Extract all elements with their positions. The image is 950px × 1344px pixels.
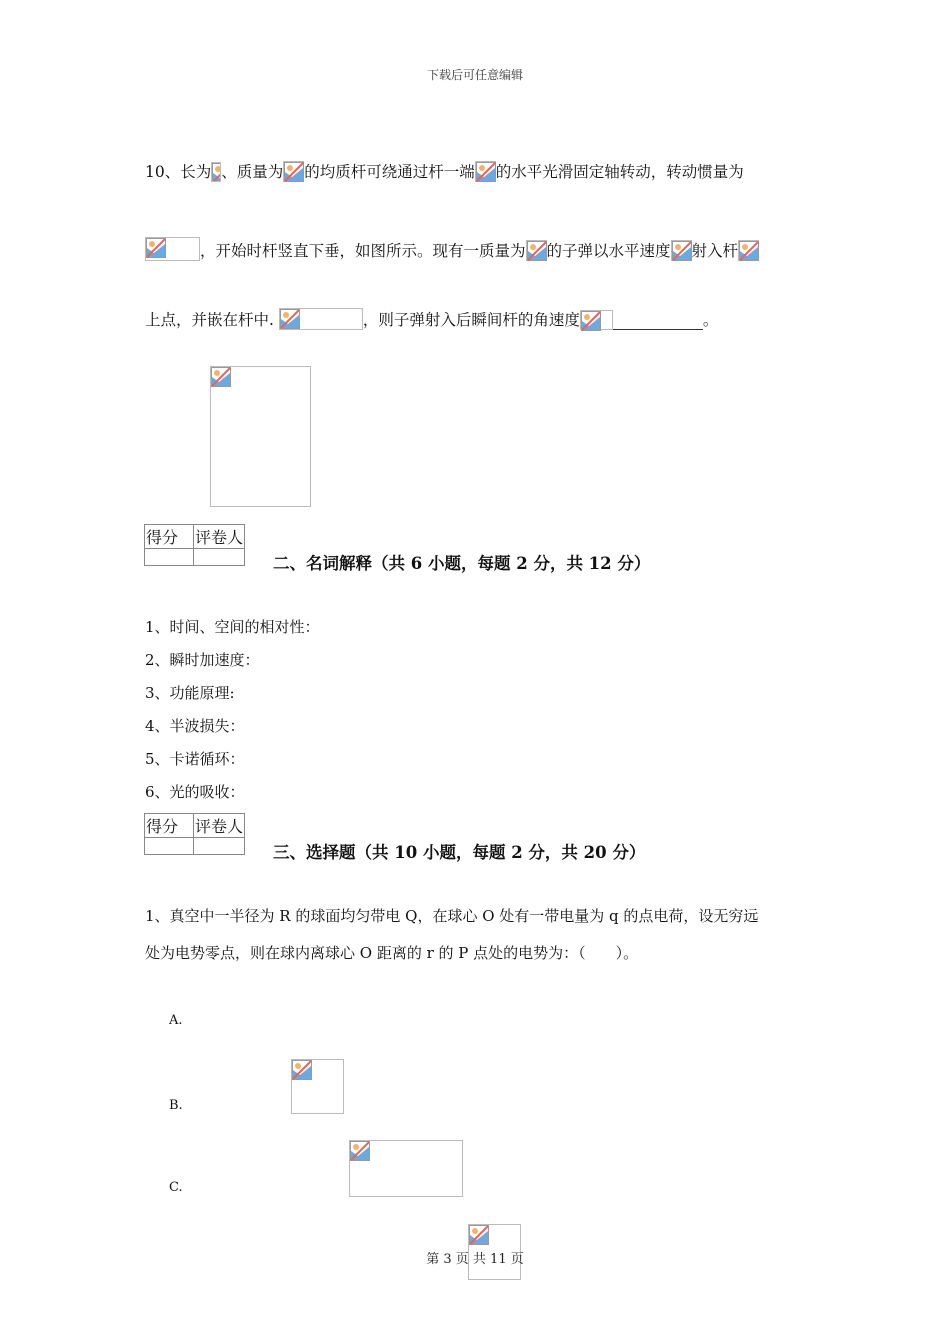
- grader-cell[interactable]: [194, 838, 245, 855]
- option-b-label[interactable]: B.: [169, 1098, 183, 1113]
- page-header: 下载后可任意编辑: [426, 68, 523, 82]
- broken-image-icon: [469, 1225, 489, 1245]
- broken-image-icon: [350, 1141, 370, 1161]
- score-cell[interactable]: [145, 838, 194, 855]
- score-table: [144, 524, 245, 566]
- list-item: 3、功能原理:: [145, 684, 235, 702]
- broken-image-icon: [738, 240, 759, 261]
- broken-image-icon: [292, 1060, 312, 1080]
- option-a-label[interactable]: A.: [169, 1013, 183, 1028]
- list-item: 4、半波损失：: [145, 717, 245, 735]
- q10-text-5: ，开始时杆竖直下垂，如图所示。现有一质量为: [200, 242, 526, 260]
- broken-image-icon: [145, 237, 200, 261]
- broken-image-icon: [279, 308, 363, 330]
- q10-text-3: 的均质杆可绕通过杆一端: [304, 163, 475, 181]
- broken-image-icon: [526, 240, 547, 261]
- question-10-line-2: [145, 237, 759, 261]
- q10-text-9: ，则子弹射入后瞬间杆的角速度: [362, 311, 580, 329]
- q10-text-1: 10、长为: [145, 163, 212, 181]
- question-10-line-1: [145, 160, 744, 182]
- broken-image-icon: [580, 310, 613, 330]
- list-item: 2、瞬时加速度：: [145, 651, 260, 669]
- page-footer: 第 3 页 共 11 页: [426, 1252, 524, 1267]
- broken-image-icon: [671, 240, 692, 261]
- grader-label: 评卷人: [194, 525, 245, 549]
- score-label: 得分: [145, 525, 194, 549]
- list-item: 5、卡诺循环：: [145, 750, 245, 768]
- question-1-line-1: 1、真空中一半径为 R 的球面均匀带电 Q，在球心 O 处有一带电量为 q 的点电荷，设无穷远: [145, 907, 759, 925]
- broken-image-icon: [283, 161, 304, 182]
- q10-text-7: 射入杆: [691, 242, 739, 260]
- score-cell[interactable]: [145, 549, 194, 566]
- section-3-title: 三、选择题（共 10 小题，每题 2 分，共 20 分）: [273, 843, 646, 862]
- question-1-line-2: 处为电势零点，则在球内离球心 O 距离的 r 的 P 点处的电势为：（ ）。: [145, 944, 639, 962]
- broken-image-icon: [211, 162, 221, 182]
- figure-rod-image: [210, 366, 311, 507]
- grader-cell[interactable]: [194, 549, 245, 566]
- option-b-image[interactable]: [349, 1140, 463, 1197]
- q10-text-10: 。: [702, 311, 719, 329]
- broken-image-icon: [475, 161, 496, 182]
- option-c-label[interactable]: C.: [169, 1180, 183, 1195]
- grader-label: 评卷人: [194, 814, 245, 838]
- q10-text-6: 的子弹以水平速度: [546, 242, 671, 260]
- q10-text-2: 、质量为: [221, 163, 284, 181]
- answer-blank[interactable]: [613, 315, 703, 330]
- section-2-title: 二、名词解释（共 6 小题，每题 2 分，共 12 分）: [273, 554, 651, 573]
- list-item: 6、光的吸收：: [145, 783, 245, 801]
- question-10-line-3: [145, 308, 718, 330]
- option-a-image[interactable]: [291, 1059, 344, 1114]
- list-item: 1、时间、空间的相对性：: [145, 618, 320, 636]
- broken-image-icon: [211, 367, 231, 387]
- score-table: [144, 813, 245, 855]
- q10-text-8: 上点，并嵌在杆中.: [145, 311, 274, 329]
- q10-text-4: 的水平光滑固定轴转动，转动惯量为: [495, 163, 744, 181]
- score-label: 得分: [145, 814, 194, 838]
